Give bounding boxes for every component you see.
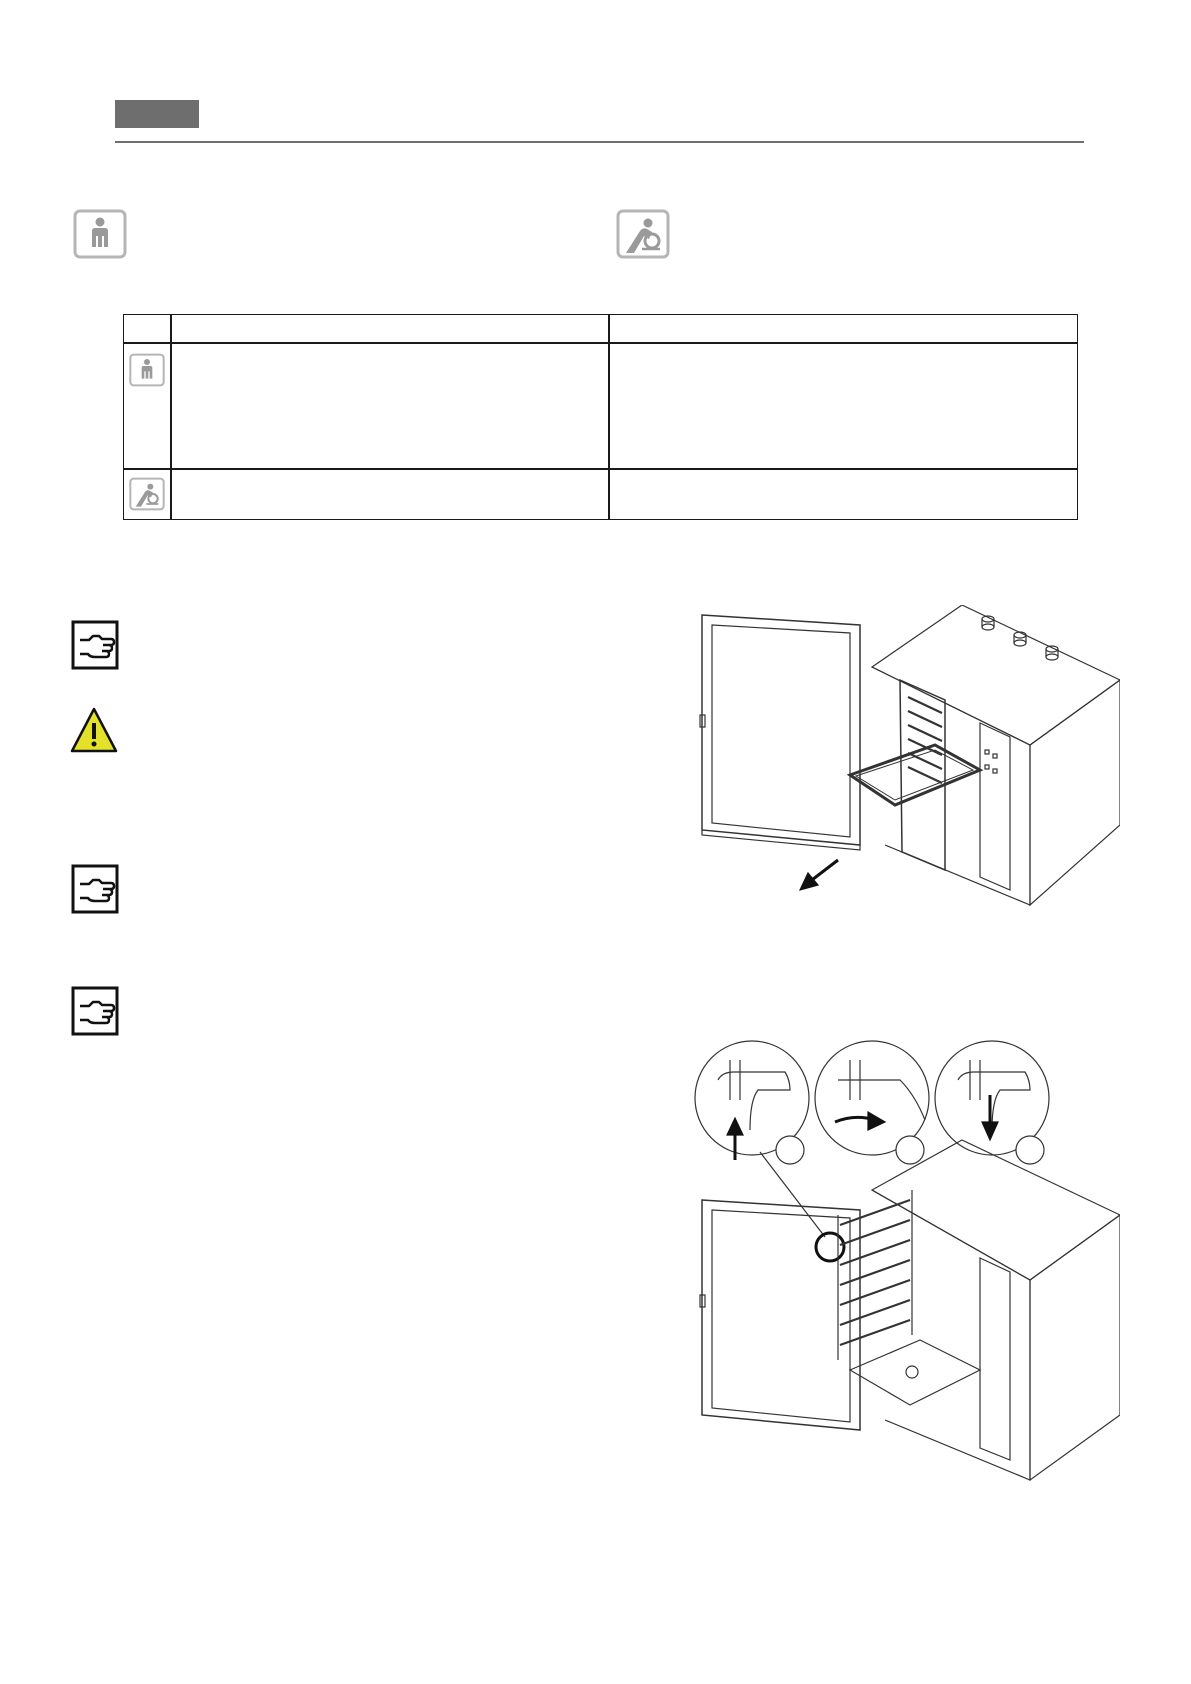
hand-pointer-icon — [71, 620, 119, 670]
specialist-icon — [129, 477, 165, 511]
table-header-divider — [124, 342, 1077, 344]
specialist-icon — [616, 209, 670, 259]
warning-triangle-icon — [70, 705, 118, 755]
detail-circle-2 — [815, 1041, 929, 1164]
oven-rack-removal-illustration — [690, 1040, 1120, 1485]
operator-icon — [129, 353, 165, 387]
section-tab — [115, 100, 199, 128]
hand-pointer-icon — [71, 864, 119, 914]
hand-pointer-icon — [71, 986, 119, 1036]
table-column-divider — [170, 315, 172, 519]
detail-circle-1 — [695, 1041, 809, 1164]
table-column-divider — [608, 315, 610, 519]
roles-table — [123, 314, 1078, 520]
operator-icon — [73, 209, 127, 259]
oven-tray-removal-illustration — [690, 605, 1120, 910]
header-rule — [115, 141, 1084, 143]
table-row-divider — [124, 468, 1077, 470]
